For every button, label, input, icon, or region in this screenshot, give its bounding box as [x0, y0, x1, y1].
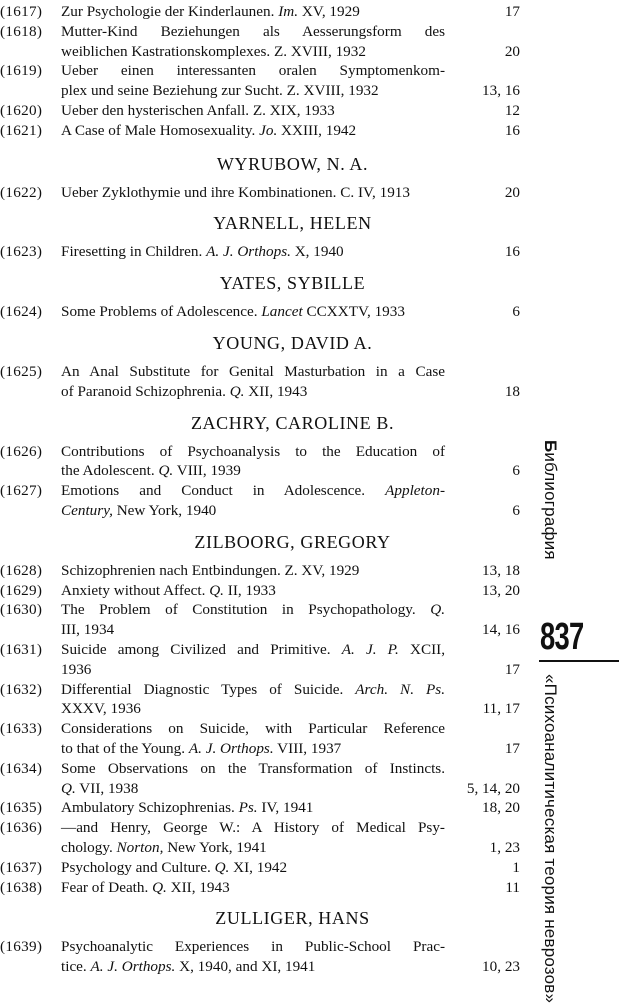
entry-text — [61, 42, 366, 62]
entry-source: Im. — [278, 3, 299, 20]
entry-number: (1621) — [0, 121, 43, 139]
entry-text-part: Contributions of Psychoanalysis to the Education of — [61, 442, 445, 460]
entry-text-part: New York, 1941 — [163, 838, 267, 856]
entry-line — [0, 858, 525, 878]
bibliography-list — [0, 2, 525, 977]
entry-number: (1622) — [0, 183, 43, 201]
entry-text-part: XXIII, 1942 — [277, 121, 357, 139]
entry-line — [0, 2, 525, 22]
entry-number: (1624) — [0, 303, 43, 321]
bibliography-entry — [0, 719, 525, 759]
entry-pages: 1 — [512, 858, 520, 876]
bibliography-entry — [0, 818, 525, 858]
entry-text — [61, 680, 445, 700]
page-number: 837 — [540, 616, 584, 658]
entry-text-part: III, 1934 — [61, 621, 115, 639]
entry-number: (1630) — [0, 601, 43, 619]
entry-line — [0, 121, 525, 141]
entry-text-part: tice. — [61, 958, 91, 976]
entry-source: A. J. P. — [341, 640, 399, 658]
entry-line — [0, 699, 525, 719]
entry-text — [61, 302, 405, 322]
entry-text-part: plex und seine Beziehung zur Sucht. Z. XVIII, 1932 — [61, 82, 379, 100]
entry-pages: 6 — [512, 501, 520, 519]
entry-text-part: VIII, 1939 — [173, 462, 241, 480]
entry-source: Arch. N. Ps. — [355, 680, 445, 698]
entry-line — [0, 42, 525, 62]
entry-text-part: Fear of Death. — [61, 878, 153, 896]
book-title: «Психоаналитическая теория неврозов» — [541, 674, 560, 1003]
entry-pages: 1, 23 — [489, 838, 520, 856]
bibliography-entry — [0, 121, 525, 141]
entry-text — [61, 759, 445, 779]
entry-line — [0, 442, 525, 462]
entry-line — [0, 22, 525, 42]
entry-source: Century, — [61, 501, 113, 519]
entry-number: (1626) — [0, 442, 43, 460]
entry-line — [0, 838, 525, 858]
entry-pages: 18 — [504, 382, 520, 400]
entry-number: (1628) — [0, 561, 43, 579]
entry-line — [0, 660, 525, 680]
entry-text — [61, 818, 445, 838]
entry-text — [61, 22, 445, 42]
entry-text-part: Ueber Zyklothymie und ihre Kombinationen. C. IV, 1913 — [61, 183, 410, 201]
entry-line — [0, 561, 525, 581]
entry-text-part: The Problem of Constitution in Psychopathology. — [61, 601, 431, 619]
entry-text — [61, 620, 114, 640]
entry-number: (1623) — [0, 243, 43, 261]
entry-line — [0, 61, 525, 81]
bibliography-entry — [0, 640, 525, 680]
entry-number: (1639) — [0, 938, 43, 956]
bibliography-entry — [0, 937, 525, 977]
entry-text — [61, 2, 360, 22]
entry-text-part: Schizophrenien nach Entbindungen. Z. XV, 1929 — [61, 561, 360, 579]
entry-text-part: of Paranoid Schizophrenia. — [61, 382, 230, 400]
entry-text-part: X, 1940 — [290, 243, 344, 261]
entry-number: (1625) — [0, 362, 43, 380]
entry-text-part: CCXXTV, 1933 — [302, 303, 405, 321]
entry-text-part: Suicide among Civilized and Primitive. — [61, 640, 342, 658]
entry-text-part: Considerations on Suicide, with Particular Reference — [61, 720, 445, 738]
entry-pages: 20 — [504, 183, 520, 201]
entry-text — [61, 183, 410, 203]
entry-number: (1634) — [0, 759, 43, 777]
bibliography-entry — [0, 362, 525, 402]
bibliography-entry — [0, 561, 525, 581]
entry-source: Q. — [158, 462, 174, 480]
entry-line — [0, 81, 525, 101]
entry-number: (1635) — [0, 799, 43, 817]
entry-line — [0, 779, 525, 799]
page-number-rule — [539, 660, 619, 662]
bibliography-entry — [0, 61, 525, 101]
entry-text — [61, 501, 216, 521]
entry-text-part: X, 1940, and XI, 1941 — [175, 958, 316, 976]
entry-line — [0, 302, 525, 322]
entry-text-part: New York, 1940 — [112, 501, 217, 519]
entry-pages: 16 — [504, 121, 520, 139]
entry-pages: 11, 17 — [482, 700, 520, 718]
entry-number: (1636) — [0, 819, 43, 837]
entry-text — [61, 461, 241, 481]
entry-text — [61, 719, 445, 739]
entry-text-part: —and Henry, George W.: A History of Medical Psy- — [61, 819, 445, 837]
entry-number: (1618) — [0, 22, 43, 40]
entry-source: A. J. Orthops. — [206, 243, 291, 261]
bibliography-entry — [0, 2, 525, 22]
entry-line — [0, 818, 525, 838]
bibliography-entry — [0, 183, 525, 203]
entry-text — [61, 660, 91, 680]
bibliography-entry — [0, 22, 525, 62]
entry-source: Norton, — [116, 838, 164, 856]
entry-number: (1629) — [0, 581, 43, 599]
entry-source: Lancet — [261, 303, 303, 321]
entry-text — [61, 957, 315, 977]
entry-text-part: XII, 1943 — [244, 382, 308, 400]
entry-line — [0, 878, 525, 898]
bibliography-entry — [0, 858, 525, 878]
entry-pages: 13, 20 — [482, 581, 520, 599]
entry-line — [0, 640, 525, 660]
entry-source: A. J. Orthops. — [90, 958, 176, 976]
entry-line — [0, 581, 525, 601]
entry-pages: 14, 16 — [482, 621, 520, 639]
bibliography-entry — [0, 759, 525, 799]
entry-text — [61, 242, 344, 262]
entry-number: (1633) — [0, 720, 43, 738]
entry-text — [61, 81, 379, 101]
entry-text — [61, 838, 267, 858]
author-heading: ZULLIGER, HANS — [215, 908, 370, 929]
entry-text — [61, 878, 230, 898]
entry-text-part: XII, 1943 — [166, 878, 230, 896]
entry-source: Q. — [152, 878, 167, 896]
author-heading: YOUNG, DAVID A. — [212, 332, 373, 353]
entry-number: (1631) — [0, 640, 43, 658]
entry-line — [0, 481, 525, 501]
bibliography-entry — [0, 878, 525, 898]
bibliography-entry — [0, 798, 525, 818]
entry-text-part: XI, 1942 — [229, 858, 288, 876]
entry-line — [0, 680, 525, 700]
entry-text-part: XXXV, 1936 — [61, 700, 141, 718]
entry-text-part: Emotions and Conduct in Adolescence. — [61, 482, 386, 500]
entry-text — [61, 121, 356, 141]
entry-text — [61, 699, 141, 719]
entry-text — [61, 382, 307, 402]
entry-pages: 16 — [504, 243, 520, 261]
entry-text-part: weiblichen Kastrationskomplexes. Z. XVIII, 1932 — [61, 42, 366, 60]
entry-number: (1617) — [0, 3, 43, 20]
bibliography-entry — [0, 242, 525, 262]
entry-line — [0, 719, 525, 739]
bibliography-entry — [0, 302, 525, 322]
entry-pages: 20 — [504, 42, 520, 60]
entry-pages: 10, 23 — [482, 958, 520, 976]
entry-number: (1620) — [0, 101, 43, 119]
entry-text-part: XCII, — [398, 640, 446, 658]
entry-text — [61, 481, 445, 501]
entry-line — [0, 362, 525, 382]
entry-pages: 18, 20 — [482, 799, 520, 817]
entry-text-part: Ueber einen interessanten oralen Symptomenkom- — [61, 62, 445, 80]
entry-text-part: II, 1933 — [223, 581, 276, 599]
entry-text-part: Anxiety without Affect. — [61, 581, 210, 599]
entry-text — [61, 442, 445, 462]
entry-text-part: VIII, 1937 — [273, 739, 342, 757]
bibliography-entry — [0, 680, 525, 720]
entry-line — [0, 600, 525, 620]
entry-text — [61, 600, 445, 620]
entry-number: (1619) — [0, 62, 43, 80]
entry-text-part: Mutter-Kind Beziehungen als Aesserungsform des — [61, 22, 445, 40]
entry-text-part: chology. — [61, 838, 117, 856]
entry-line — [0, 739, 525, 759]
author-heading: WYRUBOW, N. A. — [216, 153, 369, 174]
entry-text-part: Ueber den hysterischen Anfall. Z. XIX, 1933 — [61, 101, 335, 119]
entry-text-part: Zur Psychologie der Kinderlaunen. — [61, 3, 279, 20]
entry-source: Q. — [430, 601, 445, 619]
entry-text — [61, 937, 445, 957]
entry-line — [0, 382, 525, 402]
author-heading: ZILBOORG, GREGORY — [194, 531, 391, 552]
entry-line — [0, 242, 525, 262]
entry-pages: 13, 18 — [482, 561, 520, 579]
entry-text-part: A Case of Male Homosexuality. — [61, 121, 260, 139]
entry-text-part: Ambulatory Schizophrenias. — [61, 799, 239, 817]
bibliography-entry — [0, 442, 525, 482]
entry-text — [61, 561, 359, 581]
author-heading: YARNELL, HELEN — [213, 213, 372, 234]
entry-number: (1632) — [0, 680, 43, 698]
bibliography-entry — [0, 481, 525, 521]
entry-pages: 12 — [504, 101, 520, 119]
entry-text-part: An Anal Substitute for Genital Masturbation in a Case — [61, 362, 445, 380]
entry-text-part: 1936 — [61, 660, 92, 678]
entry-pages: 5, 14, 20 — [466, 779, 520, 797]
entry-line — [0, 183, 525, 203]
entry-text-part: XV, 1929 — [298, 3, 360, 20]
entry-text-part: Some Problems of Adolescence. — [61, 303, 262, 321]
entry-line — [0, 937, 525, 957]
entry-line — [0, 501, 525, 521]
entry-source: Q. — [229, 382, 245, 400]
entry-text — [61, 858, 287, 878]
entry-text-part: to that of the Young. — [61, 739, 189, 757]
entry-line — [0, 759, 525, 779]
author-heading: YATES, SYBILLE — [219, 273, 366, 294]
section-title: Библиография — [541, 440, 560, 560]
entry-pages: 11 — [505, 878, 520, 896]
entry-line — [0, 957, 525, 977]
entry-source: Q. — [214, 858, 230, 876]
entry-text — [61, 581, 276, 601]
entry-pages: 17 — [504, 3, 520, 20]
entry-source: Ps. — [238, 799, 258, 817]
entry-line — [0, 461, 525, 481]
entry-pages: 17 — [504, 739, 520, 757]
entry-source: Appleton- — [385, 482, 445, 500]
entry-number: (1637) — [0, 858, 43, 876]
entry-text — [61, 798, 313, 818]
author-heading: ZACHRY, CAROLINE B. — [190, 412, 395, 433]
entry-text-part: Psychoanalytic Experiences in Public-School Prac- — [61, 938, 445, 956]
entry-text-part: Psychology and Culture. — [61, 858, 215, 876]
entry-pages: 6 — [512, 303, 520, 321]
entry-line — [0, 798, 525, 818]
entry-line — [0, 620, 525, 640]
entry-text — [61, 640, 445, 660]
entry-text-part: VII, 1938 — [75, 779, 139, 797]
entry-source: A. J. Orthops. — [188, 739, 274, 757]
entry-text — [61, 739, 341, 759]
entry-text — [61, 101, 335, 121]
entry-pages: 17 — [504, 660, 520, 678]
entry-pages: 13, 16 — [482, 82, 520, 100]
entry-number: (1627) — [0, 482, 43, 500]
entry-number: (1638) — [0, 878, 43, 896]
entry-text — [61, 362, 445, 382]
entry-source: Q. — [209, 581, 224, 599]
bibliography-entry — [0, 581, 525, 601]
entry-line — [0, 101, 525, 121]
entry-source: Jo. — [259, 121, 278, 139]
entry-text-part: IV, 1941 — [257, 799, 314, 817]
entry-text — [61, 779, 138, 799]
entry-source: Q. — [61, 779, 76, 797]
entry-text-part: the Adolescent. — [61, 462, 159, 480]
entry-text-part: Differential Diagnostic Types of Suicide. — [61, 680, 356, 698]
entry-text-part: Firesetting in Children. — [61, 243, 207, 261]
entry-text-part: Some Observations on the Transformation of Instincts. — [61, 759, 445, 777]
bibliography-entry — [0, 600, 525, 640]
entry-pages: 6 — [512, 462, 520, 480]
bibliography-entry — [0, 101, 525, 121]
entry-text — [61, 61, 445, 81]
